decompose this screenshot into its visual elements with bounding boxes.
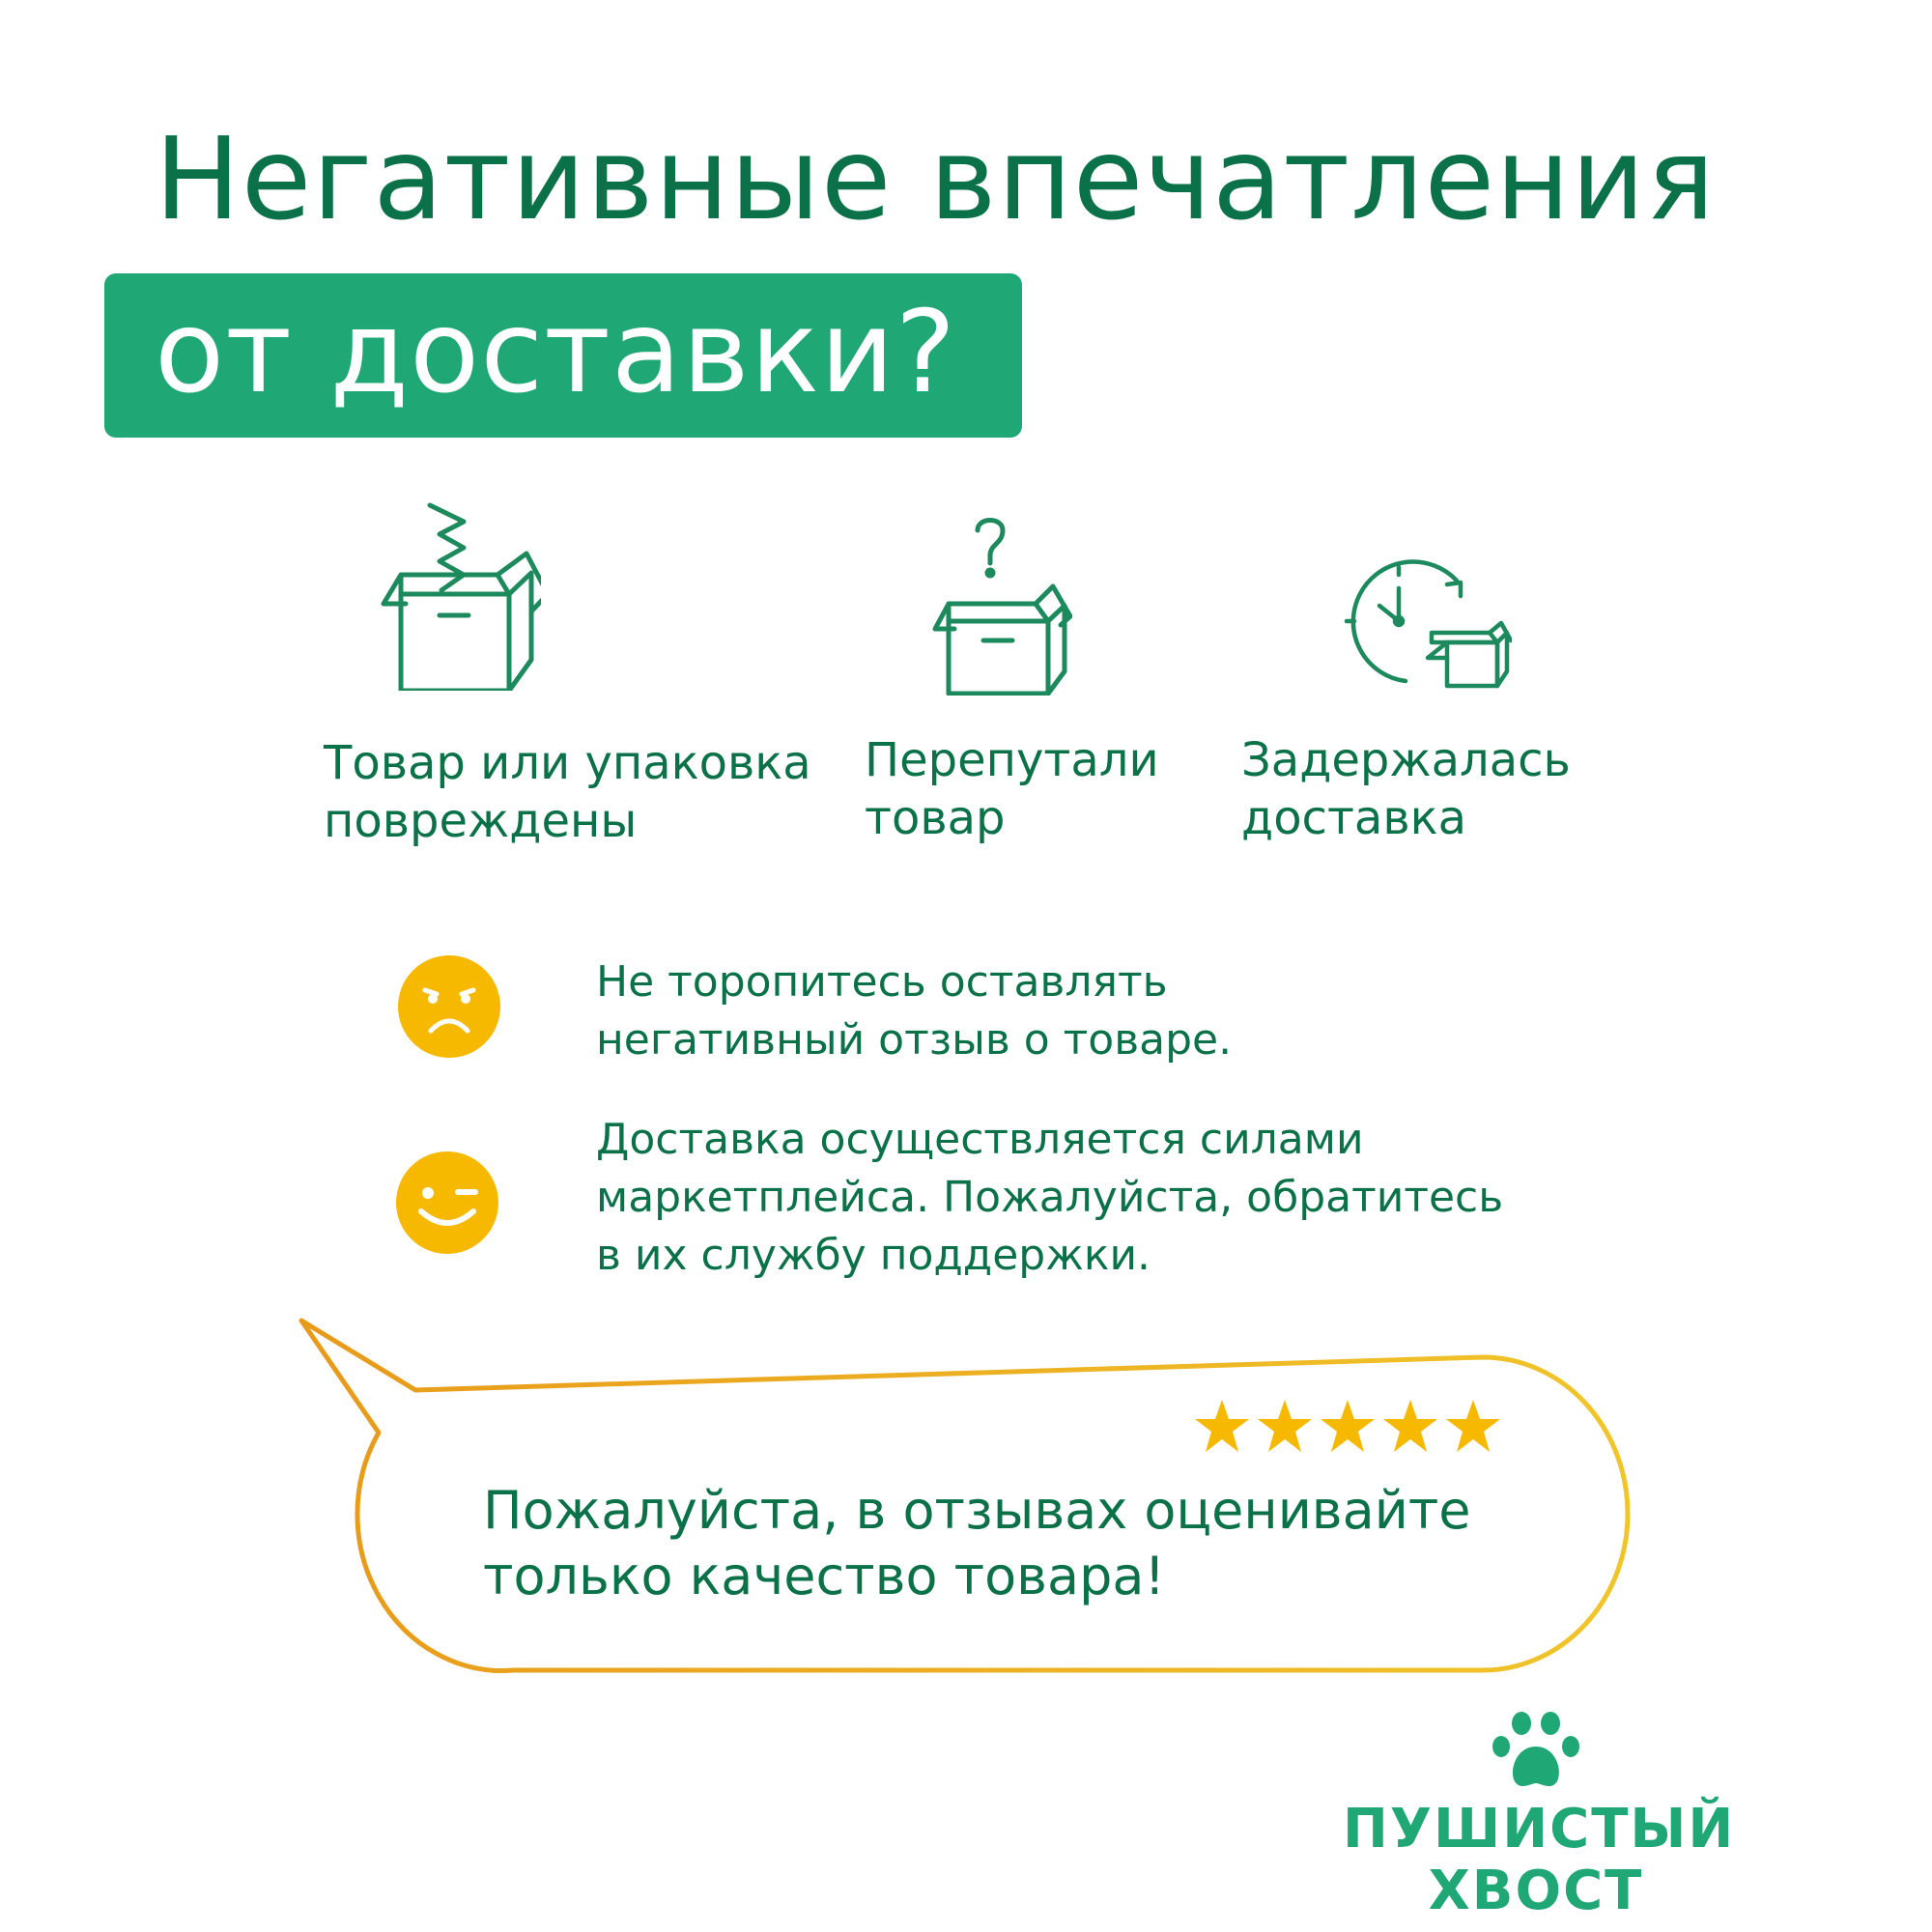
feature-mixed-up-line2: товар	[865, 791, 1006, 845]
feature-delayed-line2: доставка	[1241, 791, 1467, 845]
feature-delayed-line1: Задержалась	[1241, 733, 1571, 787]
review-message	[483, 1478, 1471, 1609]
rating-stars	[1193, 1398, 1507, 1456]
tip-contact-support-line1: Доставка осуществляется силами	[596, 1115, 1364, 1164]
feature-damaged-line1: Товар или упаковка	[324, 736, 811, 790]
star-icon	[1383, 1400, 1437, 1452]
tip-contact-support-line3: в их службу поддержки.	[596, 1231, 1151, 1280]
tip-dont-rush-line2: негативный отзыв о товаре.	[596, 1015, 1233, 1065]
star-icon	[1321, 1400, 1375, 1452]
tip-contact-support-line2: маркетплейса. Пожалуйста, обратитесь	[596, 1173, 1504, 1222]
review-message-line2: только качество товара!	[483, 1546, 1166, 1606]
paw-icon	[1488, 1710, 1584, 1792]
star-icon	[1446, 1400, 1500, 1452]
brand-logo-line1: ПУШИСТЫЙ	[1343, 1798, 1736, 1861]
review-message-line1: Пожалуйста, в отзывах оценивайте	[483, 1480, 1471, 1541]
feature-mixed-up-line1: Перепутали	[865, 733, 1159, 787]
feature-damaged-line2: повреждены	[324, 794, 638, 848]
tip-dont-rush-line1: Не торопитесь оставлять	[596, 957, 1168, 1007]
page-title-line1: Негативные впечатления	[155, 112, 1716, 245]
brand-logo-text	[1343, 1798, 1736, 1922]
star-icon	[1258, 1400, 1312, 1452]
brand-logo-line2: ХВОСТ	[1428, 1860, 1644, 1922]
page-title-line2: от доставки?	[155, 285, 957, 418]
star-icon	[1195, 1400, 1249, 1452]
